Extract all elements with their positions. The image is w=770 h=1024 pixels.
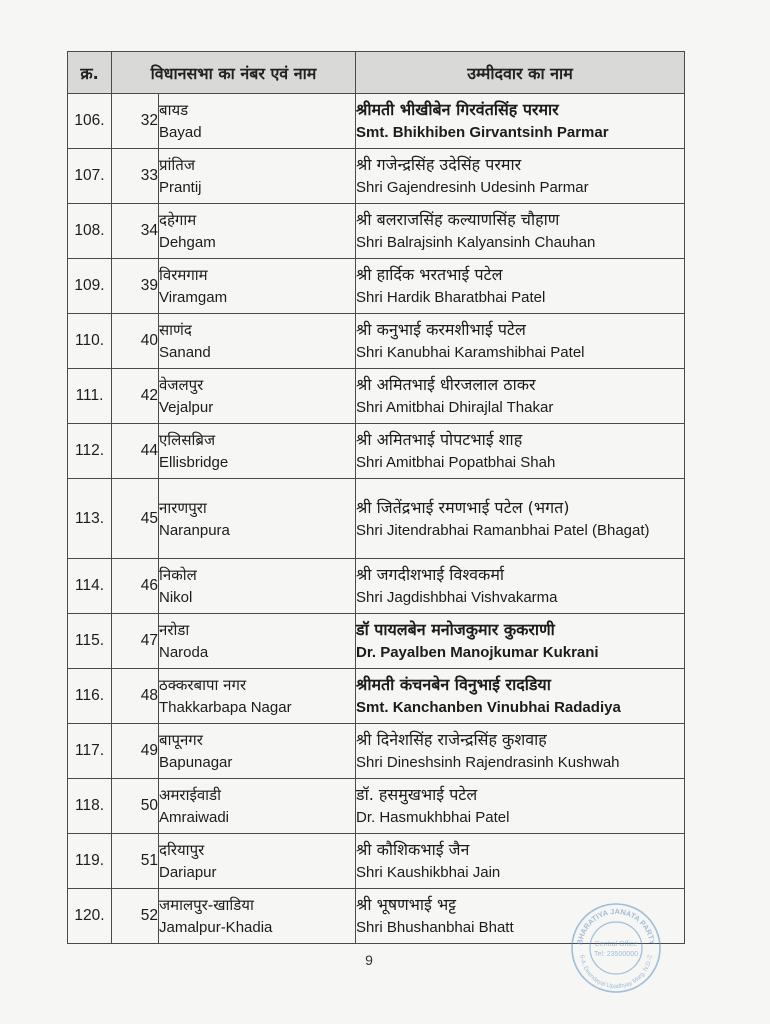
table-row [68,614,685,669]
constituency-name-cell [159,204,356,259]
candidate-name-cell [356,779,685,834]
constituency-name-english: Prantij [159,179,202,196]
candidate-name-cell [356,559,685,614]
constituency-name-english: Dehgam [159,234,216,251]
candidate-name-hindi: श्री भूषणभाई भट्ट [356,895,457,914]
party-stamp [570,902,662,994]
candidate-name-cell [356,149,685,204]
constituency-name-hindi: जमालपुर-खाडिया [159,896,254,914]
table-row [68,149,685,204]
table-row [68,724,685,779]
serial-cell: 118. [68,779,112,834]
candidate-name-cell [356,204,685,259]
serial-cell: 111. [68,369,112,424]
constituency-name-hindi: अमराईवाडी [159,786,221,804]
serial-cell: 114. [68,559,112,614]
serial-cell: 110. [68,314,112,369]
candidate-name-cell [356,669,685,724]
constituency-number-cell: 49 [112,724,159,779]
constituency-number-cell: 32 [112,94,159,149]
constituency-name-hindi: बापूनगर [159,731,203,749]
constituency-name-english: Ellisbridge [159,454,229,471]
table-row [68,259,685,314]
constituency-name-cell [159,559,356,614]
constituency-name-hindi: निकोल [159,566,197,584]
constituency-name-english: Bapunagar [159,754,233,771]
candidate-name-english: Shri Dineshsinh Rajendrasinh Kushwah [356,754,620,771]
candidate-name-english: Shri Jitendrabhai Ramanbhai Patel (Bhagat) [356,521,650,539]
serial-cell: 106. [68,94,112,149]
candidate-name-english: Shri Jagdishbhai Vishvakarma [356,589,558,606]
table-header-row [68,52,685,94]
constituency-number-cell: 34 [112,204,159,259]
candidate-name-hindi: श्री कनुभाई करमशीभाई पटेल [356,320,526,339]
serial-cell: 119. [68,834,112,889]
constituency-name-english: Thakkarbapa Nagar [159,699,292,716]
serial-cell: 116. [68,669,112,724]
candidate-name-english: Smt. Kanchanben Vinubhai Radadiya [356,699,621,716]
table-row [68,369,685,424]
candidate-name-hindi: श्रीमती कंचनबेन विनुभाई रादडिया [356,675,551,694]
candidate-name-english: Shri Kaushikbhai Jain [356,864,501,881]
constituency-name-english: Sanand [159,344,211,361]
candidate-name-cell [356,724,685,779]
constituency-name-hindi: वेजलपुर [159,376,204,394]
table-row [68,479,685,559]
candidate-name-hindi: श्री हार्दिक भरतभाई पटेल [356,265,503,284]
constituency-name-cell [159,614,356,669]
constituency-name-hindi: बायड [159,101,189,119]
constituency-name-hindi: प्रांतिज [159,156,195,174]
constituency-number-cell: 33 [112,149,159,204]
candidate-name-hindi: श्रीमती भीखीबेन गिरवंतसिंह परमार [356,100,559,119]
candidate-name-hindi: श्री जितेंद्रभाई रमणभाई पटेल (भगत) [356,497,570,517]
serial-cell: 112. [68,424,112,479]
candidate-name-hindi: श्री जगदीशभाई विश्वकर्मा [356,565,505,584]
constituency-number-cell: 44 [112,424,159,479]
candidate-name-english: Shri Kanubhai Karamshibhai Patel [356,344,585,361]
stamp-tel-text: Tel: 23500000 [594,951,638,958]
constituency-name-hindi: एलिसब्रिज [159,431,216,449]
candidate-name-hindi: श्री बलराजसिंह कल्याणसिंह चौहाण [356,210,560,229]
constituency-number-cell: 46 [112,559,159,614]
constituency-name-english: Bayad [159,124,202,141]
candidate-name-cell [356,834,685,889]
constituency-name-english: Nikol [159,589,193,606]
table-row [68,424,685,479]
stamp-org-text: BHARATIYA JANATA PARTY [575,906,657,946]
constituency-number-cell: 39 [112,259,159,314]
candidate-name-hindi: श्री गजेन्द्रसिंह उदेसिंह परमार [356,155,522,174]
constituency-name-cell [159,369,356,424]
constituency-name-english: Dariapur [159,864,217,881]
candidate-name-hindi: श्री दिनेशसिंह राजेन्द्रसिंह कुशवाह [356,730,547,749]
constituency-name-hindi: दहेगाम [159,211,197,229]
constituency-name-cell [159,94,356,149]
page-number: 9 [365,952,373,968]
candidate-name-hindi: श्री अमितभाई पोपटभाई शाह [356,430,523,449]
constituency-number-cell: 45 [112,479,159,559]
candidate-name-english: Dr. Payalben Manojkumar Kukrani [356,644,599,661]
constituency-name-english: Naranpura [159,521,230,539]
constituency-name-english: Amraiwadi [159,809,230,826]
table-row [68,779,685,834]
constituency-name-cell [159,669,356,724]
constituency-name-english: Vejalpur [159,399,214,416]
constituency-name-cell [159,889,356,944]
candidate-table [67,51,685,944]
candidate-name-english: Dr. Hasmukhbhai Patel [356,809,510,826]
candidate-name-english: Smt. Bhikhiben Girvantsinh Parmar [356,124,609,141]
constituency-name-cell [159,779,356,834]
candidate-name-cell [356,259,685,314]
stamp-outer-ring [572,904,660,992]
candidate-name-hindi: श्री अमितभाई धीरजलाल ठाकर [356,375,536,394]
constituency-name-hindi: नारणपुरा [159,498,207,517]
table-row [68,204,685,259]
constituency-number-cell: 52 [112,889,159,944]
header-serial: क्र. [68,52,112,94]
serial-cell: 115. [68,614,112,669]
constituency-name-english: Jamalpur-Khadia [159,919,273,936]
header-candidate: उम्मीदवार का नाम [356,52,685,94]
constituency-name-hindi: साणंद [159,321,192,339]
candidate-name-cell [356,479,685,559]
serial-cell: 117. [68,724,112,779]
table-row [68,94,685,149]
table-row [68,834,685,889]
serial-cell: 120. [68,889,112,944]
candidate-name-hindi: श्री कौशिकभाई जैन [356,840,470,859]
serial-cell: 113. [68,479,112,559]
serial-cell: 107. [68,149,112,204]
constituency-number-cell: 51 [112,834,159,889]
candidate-name-english: Shri Amitbhai Popatbhai Shah [356,454,556,471]
candidate-name-english: Shri Bhushanbhai Bhatt [356,919,514,936]
candidate-name-cell [356,314,685,369]
candidate-name-cell [356,614,685,669]
stamp-office-text: Central Office [594,941,638,948]
constituency-number-cell: 40 [112,314,159,369]
constituency-name-cell [159,314,356,369]
candidate-name-hindi: डॉ पायलबेन मनोजकुमार कुकराणी [356,620,555,639]
constituency-name-english: Viramgam [159,289,228,306]
candidate-name-english: Shri Gajendresinh Udesinh Parmar [356,179,589,196]
candidate-name-english: Shri Hardik Bharatbhai Patel [356,289,546,306]
constituency-number-cell: 48 [112,669,159,724]
constituency-name-cell [159,724,356,779]
constituency-name-english: Naroda [159,644,209,661]
table-row [68,669,685,724]
constituency-name-cell [159,259,356,314]
constituency-name-cell [159,424,356,479]
table-row [68,314,685,369]
constituency-number-cell: 42 [112,369,159,424]
serial-cell: 108. [68,204,112,259]
header-constituency: विधानसभा का नंबर एवं नाम [112,52,356,94]
constituency-name-cell [159,834,356,889]
constituency-number-cell: 50 [112,779,159,834]
constituency-name-hindi: दरियापुर [159,841,205,859]
candidate-name-hindi: डॉ. हसमुखभाई पटेल [356,785,478,804]
constituency-number-cell: 47 [112,614,159,669]
serial-cell: 109. [68,259,112,314]
constituency-name-cell [159,149,356,204]
candidate-name-cell [356,424,685,479]
stamp-inner-ring [590,922,642,974]
candidate-name-cell [356,94,685,149]
constituency-name-cell [159,479,356,559]
candidate-name-cell [356,369,685,424]
constituency-name-hindi: नरोडा [159,621,190,639]
table-row [68,559,685,614]
constituency-name-hindi: ठक्करबापा नगर [159,676,247,694]
stamp-address-text: 6-A, Deendayal Upadhyay Marg, N.D.-2 [578,954,654,991]
candidate-name-english: Shri Amitbhai Dhirajlal Thakar [356,399,554,416]
constituency-name-hindi: विरमगाम [159,266,208,284]
candidate-name-english: Shri Balrajsinh Kalyansinh Chauhan [356,234,596,251]
